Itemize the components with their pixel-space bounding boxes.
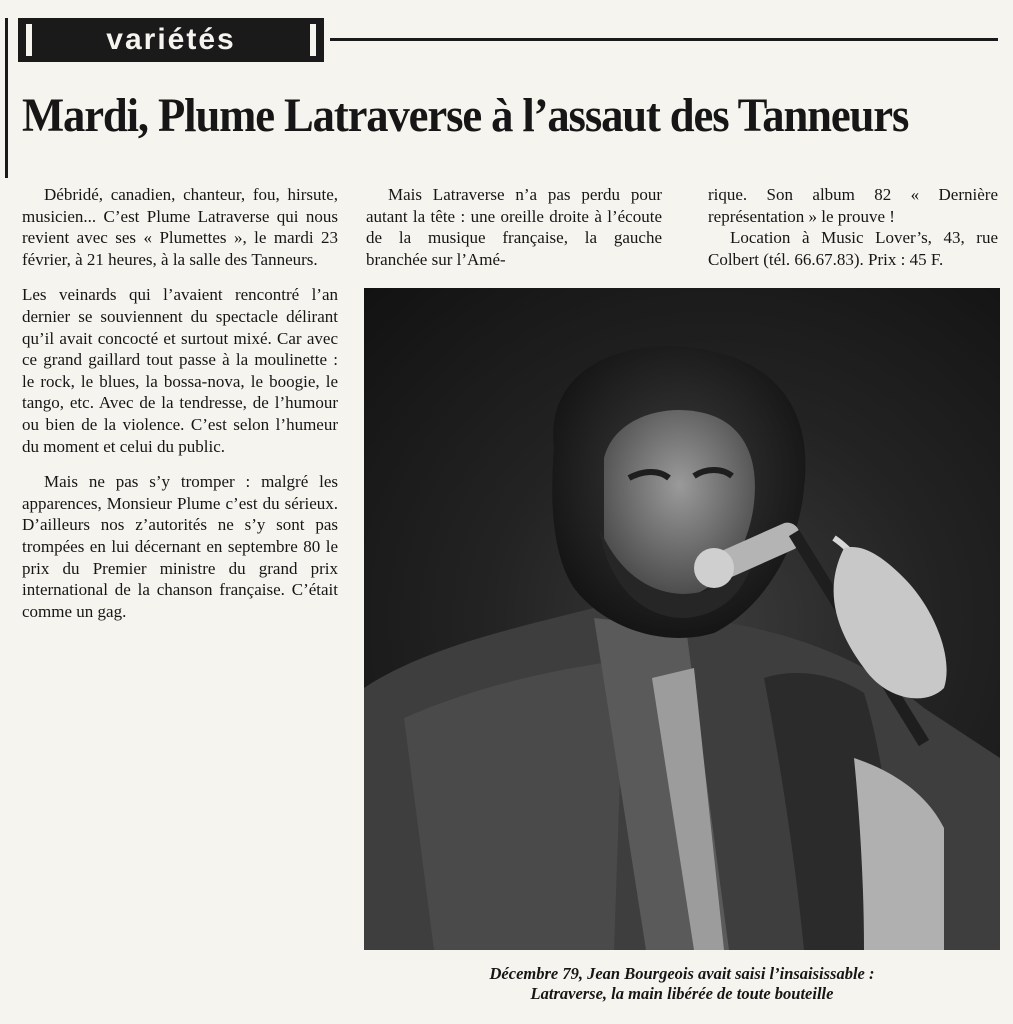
paragraph-6: Location à Music Lover’s, 43, rue Colbert (tél. 66.67.83). Prix : 45 F. (708, 228, 998, 269)
section-rule (330, 38, 998, 41)
article-column-2 (366, 184, 662, 270)
concert-photo (364, 288, 1000, 950)
article-column-1 (22, 184, 338, 622)
article-column-3 (708, 184, 998, 270)
headline: Mardi, Plume Latraverse à l’assaut des Tanneurs (22, 89, 909, 142)
paragraph-2: Les veinards qui l’avaient rencontré l’an dernier se souviennent du spectacle délirant qu’il avait concocté et surtout mixé. Car avec ce grand gaillard tout passe à la moulinette : le rock, le blues, la bossa-nova, le boogie, le tango, etc. Avec de la tendresse, de l’humour ou bien de la violence. C’est selon l’humeur du moment et celui du public. (22, 285, 338, 456)
caption-line-1: Décembre 79, Jean Bourgeois avait saisi l’insaisissable : (489, 964, 875, 983)
left-vertical-rule (5, 18, 8, 178)
paragraph-3: Mais ne pas s’y tromper : malgré les apparences, Monsieur Plume c’est du sérieux. D’ailleurs nos z’autorités ne s’y sont pas trompées en lui décernant en septembre 80 le prix du Premier ministre du grand prix international de la chanson française. C’était comme un gag. (22, 472, 338, 621)
paragraph-1: Débridé, canadien, chanteur, fou, hirsute, musicien... C’est Plume Latraverse qui nous revient avec ses « Plumettes », le mardi 23 février, à 21 heures, à la salle des Tanneurs. (22, 185, 338, 269)
photo-illustration (364, 288, 1000, 950)
section-kicker (18, 18, 324, 62)
kicker-notch-right (310, 24, 316, 56)
kicker-label: variétés (106, 23, 236, 56)
kicker-notch-left (26, 24, 32, 56)
paragraph-5: rique. Son album 82 « Dernière représentation » le prouve ! (708, 185, 998, 226)
photo-caption (364, 964, 1000, 1004)
caption-line-2: Latraverse, la main libérée de toute bouteille (530, 984, 834, 1003)
paragraph-4: Mais Latraverse n’a pas perdu pour autant la tête : une oreille droite à l’écoute de la musique française, la gauche branchée sur l’Amé- (366, 185, 662, 269)
